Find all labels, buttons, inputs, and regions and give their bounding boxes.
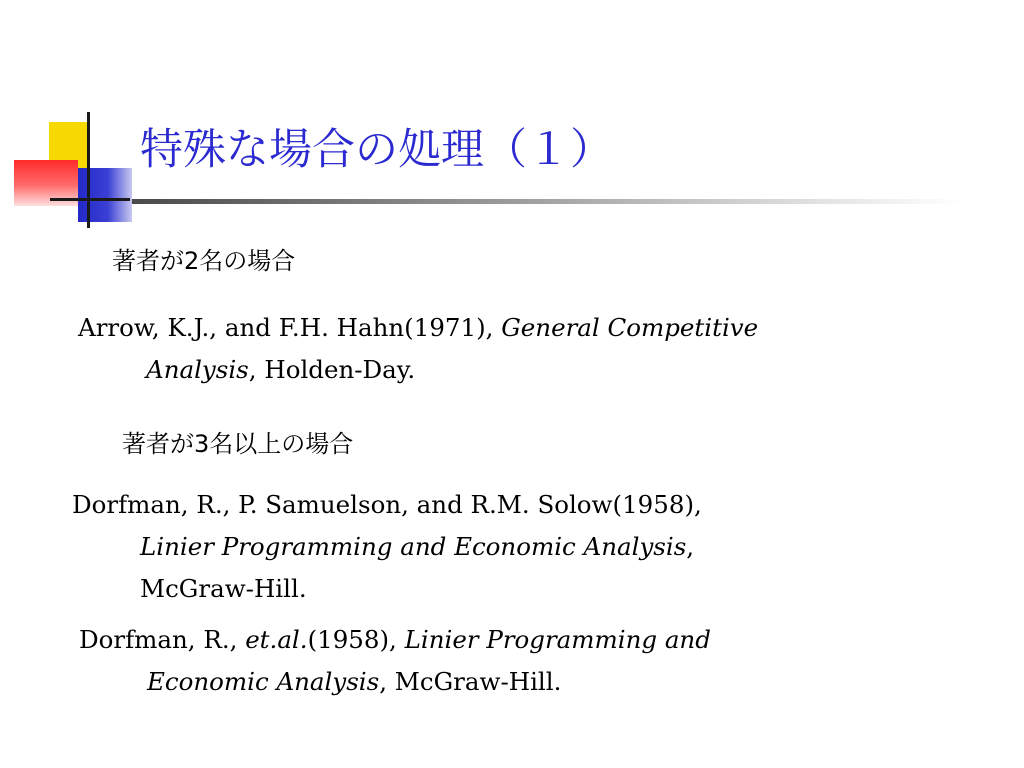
reference-text: , Holden-Day. bbox=[248, 355, 416, 384]
reference-dorfman-full bbox=[72, 484, 702, 610]
reference-text: Dorfman, R., P. Samuelson, and R.M. Solow(1958), bbox=[72, 490, 702, 519]
slide-title: 特殊な場合の処理（１） bbox=[140, 125, 613, 175]
reference-etal-italic: et.al. bbox=[245, 625, 308, 654]
reference-title-italic: Analysis bbox=[146, 355, 249, 384]
reference-text: Arrow, K.J., and F.H. Hahn(1971), bbox=[78, 313, 502, 342]
reference-title-italic: General Competitive bbox=[501, 313, 759, 342]
reference-line bbox=[78, 349, 758, 391]
reference-line bbox=[72, 568, 702, 610]
reference-line bbox=[79, 661, 711, 703]
reference-text: (1958), bbox=[307, 625, 405, 654]
reference-text: Dorfman, R., bbox=[79, 625, 246, 654]
reference-text: , bbox=[686, 532, 695, 561]
reference-text: , McGraw-Hill. bbox=[379, 667, 562, 696]
reference-title-italic: Linier Programming and bbox=[404, 625, 711, 654]
section-heading-two-authors: 著者が2名の場合 bbox=[112, 247, 296, 275]
reference-arrow-hahn bbox=[78, 307, 758, 391]
horizontal-line-decoration bbox=[50, 198, 130, 201]
reference-line bbox=[72, 526, 702, 568]
section-heading-three-plus-authors: 著者が3名以上の場合 bbox=[122, 430, 354, 458]
reference-line bbox=[79, 619, 711, 661]
reference-title-italic: Linier Programming and Economic Analysis bbox=[140, 532, 687, 561]
vertical-line-decoration bbox=[87, 112, 90, 228]
title-underline bbox=[132, 199, 962, 204]
reference-text: McGraw-Hill. bbox=[140, 574, 307, 603]
reference-dorfman-etal bbox=[79, 619, 711, 703]
reference-line bbox=[78, 307, 758, 349]
reference-title-italic: Economic Analysis bbox=[147, 667, 380, 696]
reference-line bbox=[72, 484, 702, 526]
